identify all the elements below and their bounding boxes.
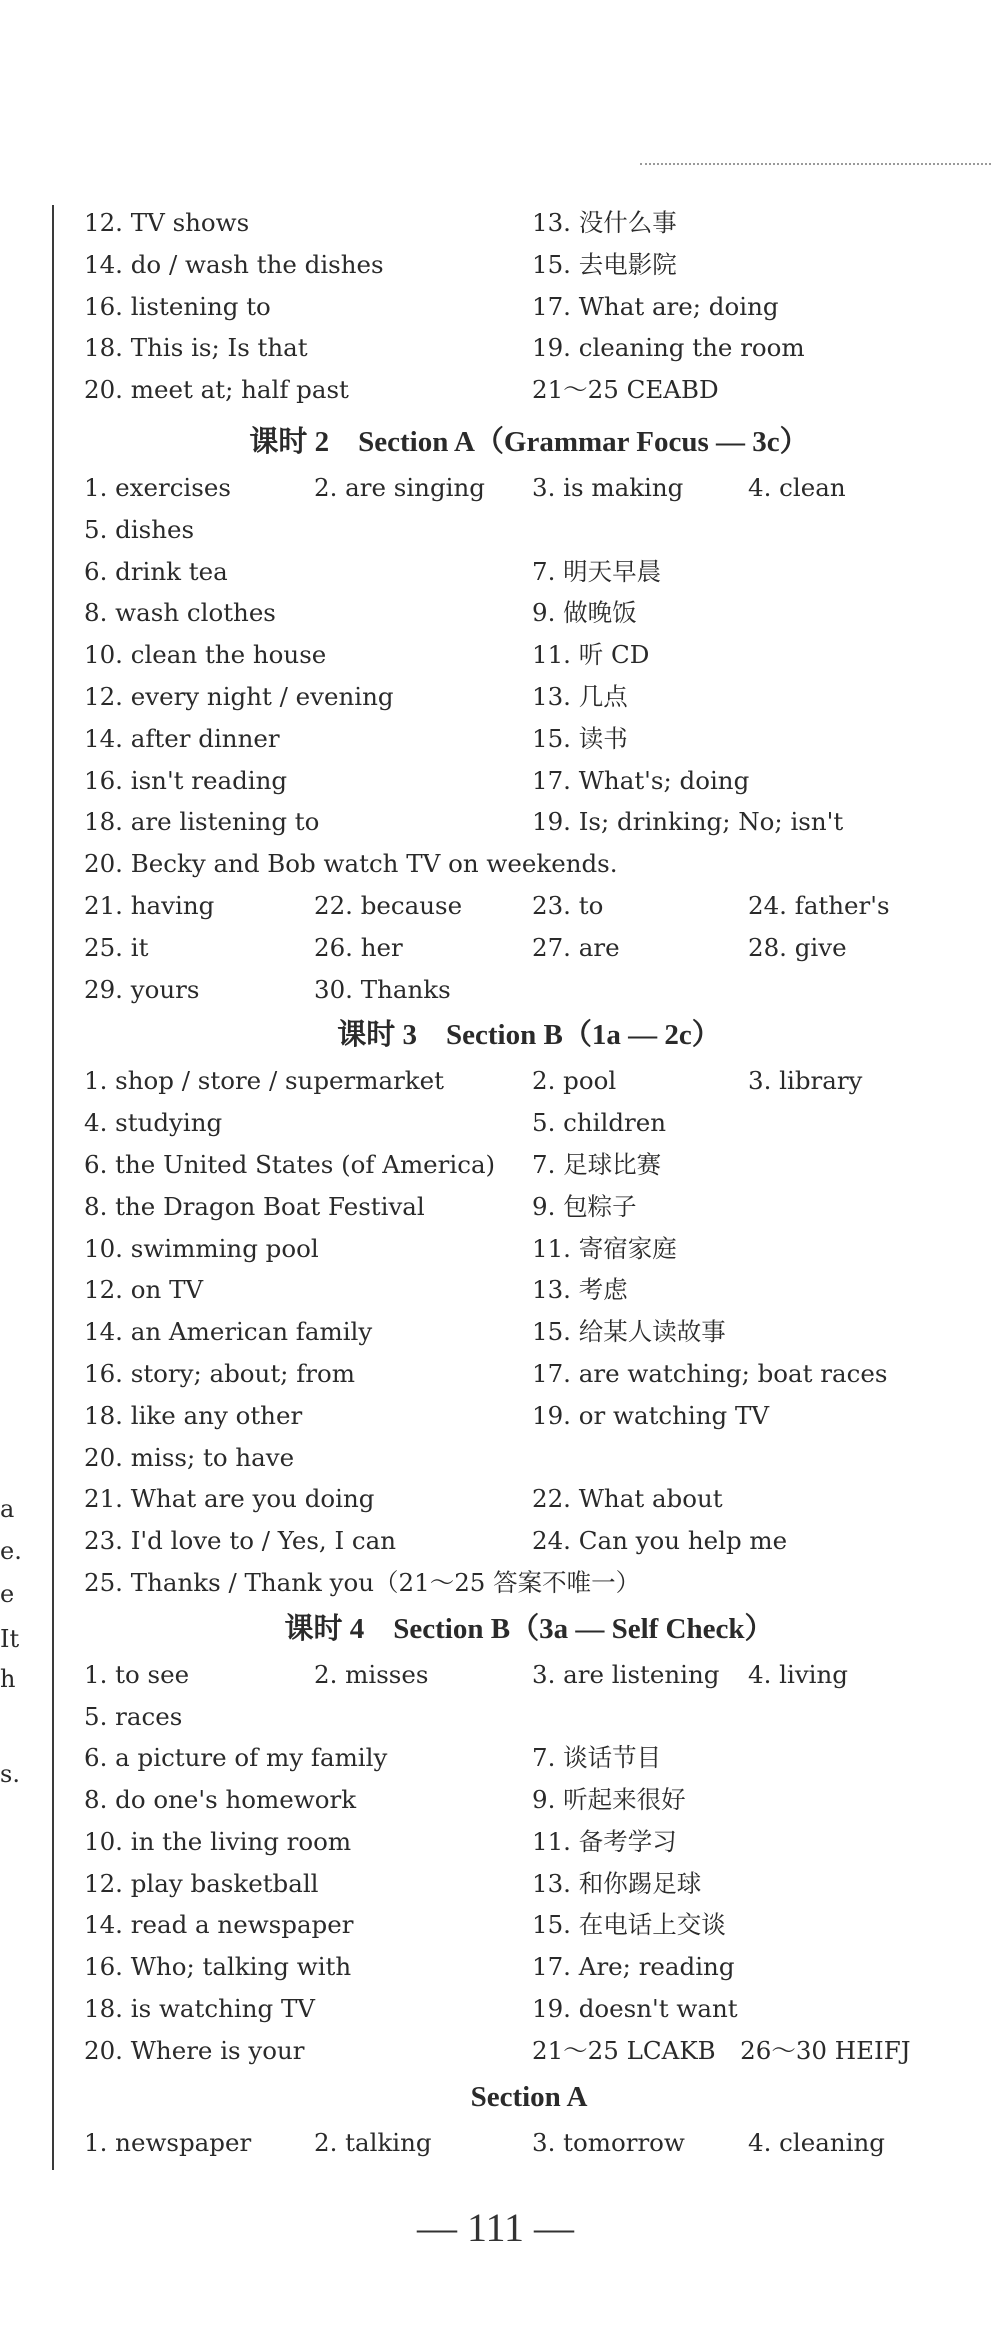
answer-row [84,369,964,411]
answer-item: 16. isn't reading [84,765,288,795]
answer-item: 5. dishes [84,514,195,544]
answer-item: 20. Becky and Bob watch TV on weekends. [84,849,618,879]
answer-item: 15. 读书 [532,723,628,753]
answer-row [84,1478,964,1520]
answer-item: 8. do one's homework [84,1785,357,1815]
answer-item: 11. 备考学习 [532,1826,677,1856]
answer-item: 12. play basketball [84,1868,319,1898]
answer-item: 7. 足球比赛 [532,1149,662,1179]
answer-row [84,885,964,927]
top-dotted-rule [640,163,991,165]
answer-item: 9. 做晚饭 [532,598,637,628]
answer-item: 6. drink tea [84,556,228,586]
answer-row [84,1904,964,1946]
answer-item: 22. because [314,890,463,920]
answer-item: 16. story; about; from [84,1358,355,1388]
answer-item: 24. father's [748,890,890,920]
answer-row [84,1520,964,1562]
answer-row [84,843,964,885]
answer-row [84,1395,964,1437]
margin-fragment: e. [0,1537,22,1565]
answer-row [84,1437,964,1479]
section-heading: 课时 2 Section A（Grammar Focus — 3c） [249,425,809,458]
answer-item: 21～25 CEABD [532,375,719,405]
answer-row [84,1696,964,1738]
answer-row [84,1144,964,1186]
answer-item: 4. clean [748,472,846,502]
answer-item: 8. the Dragon Boat Festival [84,1191,425,1221]
answer-item: 29. yours [84,974,200,1004]
answer-item: 15. 给某人读故事 [532,1317,726,1347]
answer-item: 1. newspaper [84,2127,252,2157]
section-heading: 课时 4 Section B（3a — Self Check） [284,1612,774,1645]
answer-item: 30. Thanks [314,974,451,1004]
answer-item: 14. after dinner [84,723,280,753]
answer-item: 1. exercises [84,472,231,502]
section-heading: Section A [470,2080,588,2113]
margin-fragment: It [0,1625,20,1653]
answer-row [84,467,964,509]
answer-row [84,327,964,369]
answer-row [84,1988,964,2030]
answer-item: 21～25 LCAKB 26～30 HEIFJ [532,2035,911,2065]
answer-item: 10. in the living room [84,1826,352,1856]
answer-item: 26. her [314,932,403,962]
answer-item: 23. to [532,890,604,920]
answer-item: 5. races [84,1701,183,1731]
answer-item: 18. This is; Is that [84,333,308,363]
margin-fragment: a [0,1495,15,1523]
margin-fragment: e [0,1580,15,1608]
answer-row [84,1863,964,1905]
answer-item: 9. 包粽子 [532,1191,637,1221]
answer-item: 11. 寄宿家庭 [532,1233,677,1263]
answer-row [84,1228,964,1270]
answer-item: 18. like any other [84,1400,303,1430]
answer-item: 4. cleaning [748,2127,885,2157]
answer-item: 13. 和你踢足球 [532,1868,702,1898]
answer-item: 2. are singing [314,472,485,502]
answer-item: 28. give [748,932,847,962]
answer-row [84,1102,964,1144]
margin-fragment: s. [0,1760,20,1788]
answer-item: 4. living [748,1659,848,1689]
answer-row [84,718,964,760]
answer-row [84,1821,964,1863]
answer-item: 5. children [532,1108,667,1138]
answer-row [84,634,964,676]
answer-item: 12. on TV [84,1275,204,1305]
answer-item: 20. Where is your [84,2035,305,2065]
answer-item: 24. Can you help me [532,1526,788,1556]
answer-item: 7. 谈话节目 [532,1743,662,1773]
answer-item: 15. 去电影院 [532,249,677,279]
answer-row [84,760,964,802]
answer-row [84,927,964,969]
answer-item: 8. wash clothes [84,598,276,628]
answer-item: 19. or watching TV [532,1400,770,1430]
answer-item: 17. What's; doing [532,765,750,795]
page-number: — 111 — [416,2205,575,2250]
answer-item: 11. 听 CD [532,640,650,670]
answer-item: 25. Thanks / Thank you（21～25 答案不唯一） [84,1567,641,1597]
answer-item: 21. What are you doing [84,1484,375,1514]
answer-item: 10. swimming pool [84,1233,319,1263]
answer-item: 14. read a newspaper [84,1910,354,1940]
answer-row [84,592,964,634]
answer-item: 27. are [532,932,620,962]
answer-item: 10. clean the house [84,640,327,670]
answer-item: 1. to see [84,1659,190,1689]
answer-row [84,969,964,1011]
answer-row [84,1186,964,1228]
answer-item: 3. library [748,1066,863,1096]
answer-item: 17. What are; doing [532,291,779,321]
answer-row [84,551,964,593]
answer-item: 9. 听起来很好 [532,1785,686,1815]
answer-item: 18. are listening to [84,807,320,837]
answer-row [84,1562,964,1604]
section-heading: 课时 3 Section B（1a — 2c） [337,1019,721,1052]
answer-item: 21. having [84,890,215,920]
answer-item: 2. talking [314,2127,432,2157]
margin-fragment: h [0,1665,16,1693]
answer-item: 16. listening to [84,291,271,321]
answer-item: 13. 没什么事 [532,208,677,237]
answer-row [84,244,964,286]
answer-item: 12. TV shows [84,208,250,237]
answer-key-content [84,202,964,2163]
answer-item: 7. 明天早晨 [532,556,662,586]
answer-item: 2. misses [314,1659,429,1689]
answer-item: 16. Who; talking with [84,1952,352,1982]
answer-item: 6. the United States (of America) [84,1149,496,1179]
answer-item: 3. is making [532,472,684,502]
answer-item: 18. is watching TV [84,1994,315,2024]
answer-row [84,801,964,843]
left-margin-rule [52,205,54,2170]
answer-row [84,509,964,551]
answer-row [84,676,964,718]
answer-item: 20. miss; to have [84,1442,295,1472]
answer-item: 13. 几点 [532,681,628,711]
answer-item: 3. are listening [532,1659,720,1689]
answer-item: 6. a picture of my family [84,1743,388,1773]
answer-row [84,1353,964,1395]
answer-item: 1. shop / store / supermarket [84,1066,444,1096]
answer-row [84,286,964,328]
answer-item: 17. Are; reading [532,1952,735,1982]
answer-row [84,2030,964,2072]
answer-item: 22. What about [532,1484,723,1514]
answer-row [84,1269,964,1311]
answer-row [84,202,964,244]
answer-item: 12. every night / evening [84,681,394,711]
answer-item: 13. 考虑 [532,1275,628,1305]
answer-item: 19. doesn't want [532,1994,738,2024]
answer-row [84,1946,964,1988]
answer-item: 15. 在电话上交谈 [532,1910,726,1940]
answer-item: 23. I'd love to / Yes, I can [84,1526,397,1556]
answer-item: 17. are watching; boat races [532,1358,888,1388]
answer-item: 3. tomorrow [532,2127,685,2157]
answer-row [84,1779,964,1821]
answer-row [84,2122,964,2164]
answer-row [84,1060,964,1102]
answer-row [84,1311,964,1353]
answer-row [84,1737,964,1779]
answer-item: 25. it [84,932,149,962]
answer-item: 4. studying [84,1108,223,1138]
answer-item: 2. pool [532,1066,617,1096]
answer-item: 19. cleaning the room [532,333,805,363]
answer-row [84,1654,964,1696]
answer-item: 20. meet at; half past [84,375,349,405]
answer-item: 14. an American family [84,1317,373,1347]
answer-item: 14. do / wash the dishes [84,249,384,279]
answer-item: 19. Is; drinking; No; isn't [532,807,844,837]
